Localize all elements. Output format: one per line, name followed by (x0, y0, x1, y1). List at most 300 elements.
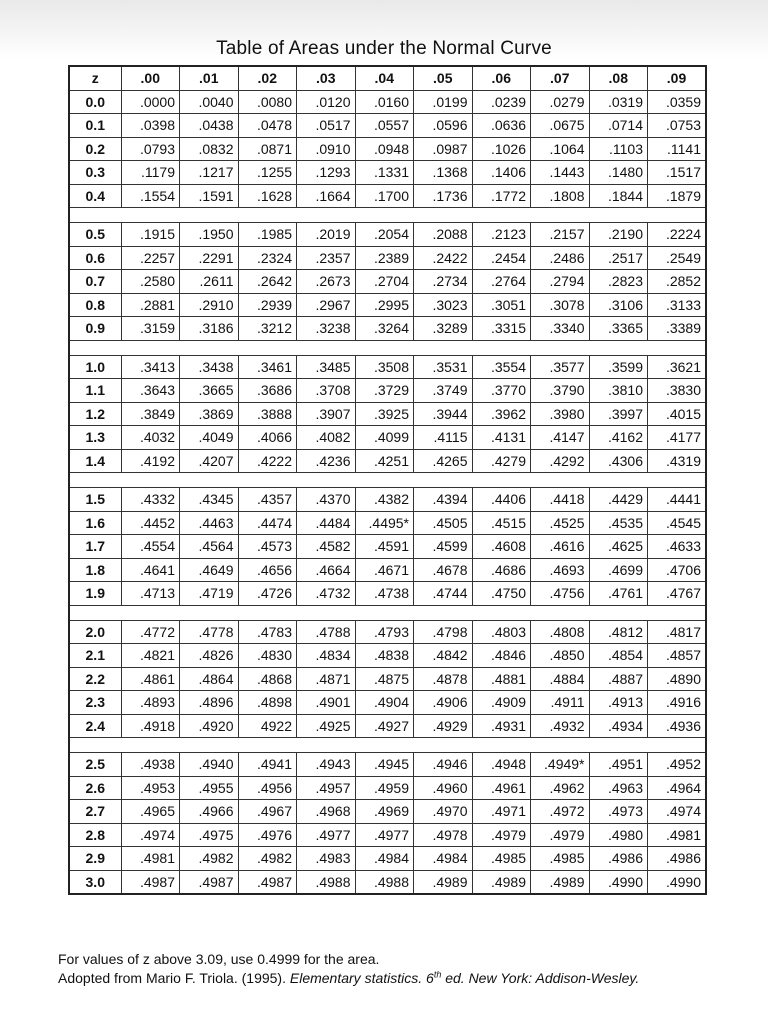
header-row (69, 66, 706, 90)
area-cell: .2123 (472, 223, 531, 247)
z-value-cell: 2.0 (69, 620, 121, 644)
area-cell: .4943 (297, 753, 356, 777)
area-cell: .4987 (180, 870, 239, 894)
table-row (69, 90, 706, 114)
area-cell: .3485 (297, 355, 356, 379)
area-cell: .2794 (531, 270, 590, 294)
area-cell: .4854 (589, 644, 648, 668)
area-cell: .2422 (414, 246, 473, 270)
header-col: .01 (180, 66, 239, 90)
area-cell: .4345 (180, 488, 239, 512)
area-cell: .4525 (531, 511, 590, 535)
header-z: z (69, 66, 121, 90)
area-cell: .1554 (121, 184, 180, 208)
area-cell: .4974 (121, 823, 180, 847)
area-cell: .2190 (589, 223, 648, 247)
header-col: .05 (414, 66, 473, 90)
area-cell: .4830 (238, 644, 297, 668)
z-value-cell: 2.4 (69, 714, 121, 738)
spacer-cell (69, 605, 706, 620)
table-row (69, 644, 706, 668)
z-value-cell: 0.7 (69, 270, 121, 294)
area-cell: .4292 (531, 449, 590, 473)
area-cell: .0040 (180, 90, 239, 114)
z-value-cell: 0.6 (69, 246, 121, 270)
area-cell: .4901 (297, 691, 356, 715)
area-cell: .1879 (648, 184, 707, 208)
area-cell: .4975 (180, 823, 239, 847)
area-cell: .4906 (414, 691, 473, 715)
area-cell: .3810 (589, 379, 648, 403)
page-title: Table of Areas under the Normal Curve (216, 38, 552, 59)
z-value-cell: 2.7 (69, 800, 121, 824)
area-cell: .4972 (531, 800, 590, 824)
area-cell: .4686 (472, 558, 531, 582)
area-cell: .3438 (180, 355, 239, 379)
area-cell: .3106 (589, 293, 648, 317)
citation-prefix: Adopted from Mario F. Triola. (1995). (58, 970, 290, 986)
z-value-cell: 0.3 (69, 161, 121, 185)
table-row (69, 317, 706, 341)
area-cell: .2881 (121, 293, 180, 317)
area-cell: .4265 (414, 449, 473, 473)
area-cell: .1664 (297, 184, 356, 208)
area-cell: .4812 (589, 620, 648, 644)
area-cell: .3315 (472, 317, 531, 341)
area-cell: .4982 (180, 847, 239, 871)
area-cell: .4969 (355, 800, 414, 824)
area-cell: .4913 (589, 691, 648, 715)
spacer-cell (69, 473, 706, 488)
z-value-cell: 2.8 (69, 823, 121, 847)
table-row (69, 776, 706, 800)
table-row (69, 620, 706, 644)
area-cell: .2852 (648, 270, 707, 294)
z-value-cell: 0.0 (69, 90, 121, 114)
area-cell: .4641 (121, 558, 180, 582)
area-cell: .2580 (121, 270, 180, 294)
area-cell: .4115 (414, 426, 473, 450)
area-cell: .4875 (355, 667, 414, 691)
table-row (69, 535, 706, 559)
area-cell: .4535 (589, 511, 648, 535)
citation-sup: th (433, 969, 442, 980)
area-cell: .4207 (180, 449, 239, 473)
area-cell: .3212 (238, 317, 297, 341)
z-value-cell: 1.7 (69, 535, 121, 559)
area-cell: .1915 (121, 223, 180, 247)
z-value-cell: 1.4 (69, 449, 121, 473)
area-cell: .4971 (472, 800, 531, 824)
area-cell: .3888 (238, 402, 297, 426)
area-cell: .2291 (180, 246, 239, 270)
area-cell: .4842 (414, 644, 473, 668)
area-cell: .3389 (648, 317, 707, 341)
area-cell: .0478 (238, 114, 297, 138)
area-cell: .1179 (121, 161, 180, 185)
area-cell: .4911 (531, 691, 590, 715)
area-cell: .1255 (238, 161, 297, 185)
z-value-cell: 2.1 (69, 644, 121, 668)
area-cell: .3078 (531, 293, 590, 317)
area-cell: .4162 (589, 426, 648, 450)
normal-table-container (68, 65, 707, 895)
area-cell: .2257 (121, 246, 180, 270)
area-cell: .1517 (648, 161, 707, 185)
table-row (69, 184, 706, 208)
area-cell: .4979 (472, 823, 531, 847)
area-cell: .2389 (355, 246, 414, 270)
area-cell: .0120 (297, 90, 356, 114)
area-cell: .3554 (472, 355, 531, 379)
area-cell: .3340 (531, 317, 590, 341)
z-value-cell: 0.8 (69, 293, 121, 317)
area-cell: .3577 (531, 355, 590, 379)
area-cell: .1026 (472, 137, 531, 161)
group-spacer (69, 473, 706, 488)
area-cell: .3186 (180, 317, 239, 341)
area-cell: .1480 (589, 161, 648, 185)
area-cell: .4925 (297, 714, 356, 738)
area-cell: .4418 (531, 488, 590, 512)
area-cell: .4778 (180, 620, 239, 644)
area-cell: .4976 (238, 823, 297, 847)
area-cell: .4970 (414, 800, 473, 824)
area-cell: .0793 (121, 137, 180, 161)
area-cell: .4370 (297, 488, 356, 512)
citation-title-text: Elementary statistics. 6 (289, 970, 434, 986)
area-cell: .4868 (238, 667, 297, 691)
area-cell: .4357 (238, 488, 297, 512)
area-cell: .4973 (589, 800, 648, 824)
area-cell: .4961 (472, 776, 531, 800)
area-cell: .4788 (297, 620, 356, 644)
area-cell: .2704 (355, 270, 414, 294)
area-cell: .2324 (238, 246, 297, 270)
area-cell: .4441 (648, 488, 707, 512)
area-cell: .4949* (531, 753, 590, 777)
area-cell: .4938 (121, 753, 180, 777)
area-cell: .4099 (355, 426, 414, 450)
area-cell: .4713 (121, 582, 180, 606)
area-cell: .4890 (648, 667, 707, 691)
footnote: For values of z above 3.09, use 0.4999 for the area. (58, 951, 380, 967)
area-cell: .4131 (472, 426, 531, 450)
area-cell: .0636 (472, 114, 531, 138)
header-col: .03 (297, 66, 356, 90)
area-cell: .4982 (238, 847, 297, 871)
area-cell: .4463 (180, 511, 239, 535)
header-col: .09 (648, 66, 707, 90)
area-cell: .4884 (531, 667, 590, 691)
area-cell: .4429 (589, 488, 648, 512)
area-cell: .4564 (180, 535, 239, 559)
area-cell: .4664 (297, 558, 356, 582)
area-cell: .4616 (531, 535, 590, 559)
area-cell: .1406 (472, 161, 531, 185)
area-cell: .3643 (121, 379, 180, 403)
area-cell: .4147 (531, 426, 590, 450)
area-cell: .4608 (472, 535, 531, 559)
area-cell: .0359 (648, 90, 707, 114)
area-cell: .4948 (472, 753, 531, 777)
header-col: .02 (238, 66, 297, 90)
area-cell: .1736 (414, 184, 473, 208)
table-row (69, 449, 706, 473)
z-value-cell: 1.5 (69, 488, 121, 512)
area-cell: .0871 (238, 137, 297, 161)
z-value-cell: 1.1 (69, 379, 121, 403)
area-cell: .4767 (648, 582, 707, 606)
area-cell: .4904 (355, 691, 414, 715)
area-cell: .3531 (414, 355, 473, 379)
z-value-cell: 0.9 (69, 317, 121, 341)
area-cell: .4964 (648, 776, 707, 800)
area-cell: .4783 (238, 620, 297, 644)
area-cell: .4838 (355, 644, 414, 668)
table-row (69, 847, 706, 871)
area-cell: .3770 (472, 379, 531, 403)
area-cell: .4015 (648, 402, 707, 426)
group-spacer (69, 605, 706, 620)
citation-edition: ed. New York: Addison-Wesley. (441, 970, 640, 986)
z-value-cell: 1.0 (69, 355, 121, 379)
area-cell: .1217 (180, 161, 239, 185)
area-cell: .3790 (531, 379, 590, 403)
area-cell: .4960 (414, 776, 473, 800)
header-col: .06 (472, 66, 531, 90)
z-value-cell: 0.2 (69, 137, 121, 161)
header-col: .07 (531, 66, 590, 90)
table-row (69, 355, 706, 379)
area-cell: .4484 (297, 511, 356, 535)
area-cell: .3925 (355, 402, 414, 426)
area-cell: .1772 (472, 184, 531, 208)
area-cell: .1293 (297, 161, 356, 185)
area-cell: .1700 (355, 184, 414, 208)
area-cell: .4306 (589, 449, 648, 473)
area-cell: .3365 (589, 317, 648, 341)
area-cell: .4406 (472, 488, 531, 512)
area-cell: .3830 (648, 379, 707, 403)
area-cell: .4495* (355, 511, 414, 535)
area-cell: .2054 (355, 223, 414, 247)
area-cell: .4929 (414, 714, 473, 738)
area-cell: .4981 (648, 823, 707, 847)
area-cell: .4989 (414, 870, 473, 894)
table-row (69, 114, 706, 138)
area-cell: .1808 (531, 184, 590, 208)
area-cell: .2088 (414, 223, 473, 247)
area-cell: .4959 (355, 776, 414, 800)
area-cell: .4222 (238, 449, 297, 473)
area-cell: .3749 (414, 379, 473, 403)
area-cell: .2764 (472, 270, 531, 294)
area-cell: .0596 (414, 114, 473, 138)
area-cell: .4864 (180, 667, 239, 691)
area-cell: .4932 (531, 714, 590, 738)
citation (58, 970, 639, 986)
area-cell: .4793 (355, 620, 414, 644)
area-cell: .3159 (121, 317, 180, 341)
area-cell: .4599 (414, 535, 473, 559)
table-body (69, 66, 706, 894)
table-row (69, 714, 706, 738)
area-cell: .2486 (531, 246, 590, 270)
header-col: .04 (355, 66, 414, 90)
z-value-cell: 2.6 (69, 776, 121, 800)
area-cell: .4887 (589, 667, 648, 691)
area-cell: .3051 (472, 293, 531, 317)
area-cell: .4826 (180, 644, 239, 668)
area-cell: .4988 (355, 870, 414, 894)
table-row (69, 379, 706, 403)
area-cell: .4979 (531, 823, 590, 847)
area-cell: .4989 (531, 870, 590, 894)
area-cell: .0987 (414, 137, 473, 161)
area-cell: .4951 (589, 753, 648, 777)
area-cell: .0557 (355, 114, 414, 138)
area-cell: .1064 (531, 137, 590, 161)
area-cell: .2224 (648, 223, 707, 247)
area-cell: .4699 (589, 558, 648, 582)
area-cell: .4032 (121, 426, 180, 450)
area-cell: .4988 (297, 870, 356, 894)
table-row (69, 270, 706, 294)
area-cell: .0398 (121, 114, 180, 138)
area-cell: .4582 (297, 535, 356, 559)
area-cell: .3849 (121, 402, 180, 426)
z-value-cell: 1.2 (69, 402, 121, 426)
area-cell: .4332 (121, 488, 180, 512)
area-cell: .4817 (648, 620, 707, 644)
area-cell: .4656 (238, 558, 297, 582)
area-cell: .4965 (121, 800, 180, 824)
area-cell: .1368 (414, 161, 473, 185)
area-cell: .4920 (180, 714, 239, 738)
area-cell: .4953 (121, 776, 180, 800)
area-cell: .0319 (589, 90, 648, 114)
area-cell: .4956 (238, 776, 297, 800)
area-cell: .3289 (414, 317, 473, 341)
table-row (69, 870, 706, 894)
z-value-cell: 3.0 (69, 870, 121, 894)
area-cell: .0948 (355, 137, 414, 161)
table-row (69, 691, 706, 715)
area-cell: .4394 (414, 488, 473, 512)
area-cell: .4955 (180, 776, 239, 800)
area-cell: .4962 (531, 776, 590, 800)
area-cell: .4772 (121, 620, 180, 644)
area-cell: .4984 (414, 847, 473, 871)
area-cell: .1443 (531, 161, 590, 185)
area-cell: .4719 (180, 582, 239, 606)
area-cell: .4732 (297, 582, 356, 606)
area-cell: .3869 (180, 402, 239, 426)
citation-title (290, 970, 639, 986)
area-cell: .4878 (414, 667, 473, 691)
area-cell: .4946 (414, 753, 473, 777)
area-cell: .4983 (297, 847, 356, 871)
area-cell: .0000 (121, 90, 180, 114)
area-cell: .4941 (238, 753, 297, 777)
table-row (69, 161, 706, 185)
area-cell: .4726 (238, 582, 297, 606)
area-cell: .4515 (472, 511, 531, 535)
area-cell: .4554 (121, 535, 180, 559)
area-cell: .1950 (180, 223, 239, 247)
area-cell: .4798 (414, 620, 473, 644)
area-cell: .0199 (414, 90, 473, 114)
z-value-cell: 2.2 (69, 667, 121, 691)
area-cell: .3980 (531, 402, 590, 426)
area-cell: .4978 (414, 823, 473, 847)
area-cell: .3599 (589, 355, 648, 379)
area-cell: .1141 (648, 137, 707, 161)
area-cell: .2967 (297, 293, 356, 317)
area-cell: .4986 (589, 847, 648, 871)
area-cell: .3686 (238, 379, 297, 403)
area-cell: .4967 (238, 800, 297, 824)
area-cell: .4985 (531, 847, 590, 871)
area-cell: .4896 (180, 691, 239, 715)
table-row (69, 293, 706, 317)
area-cell: .1844 (589, 184, 648, 208)
area-cell: .4881 (472, 667, 531, 691)
area-cell: .4750 (472, 582, 531, 606)
z-value-cell: 2.9 (69, 847, 121, 871)
area-cell: .4963 (589, 776, 648, 800)
area-cell: .4931 (472, 714, 531, 738)
area-cell: .4966 (180, 800, 239, 824)
area-cell: .4474 (238, 511, 297, 535)
area-cell: .4940 (180, 753, 239, 777)
table-row (69, 511, 706, 535)
z-value-cell: 0.1 (69, 114, 121, 138)
area-cell: .2823 (589, 270, 648, 294)
area-cell: .4974 (648, 800, 707, 824)
area-cell: .0675 (531, 114, 590, 138)
z-value-cell: 0.4 (69, 184, 121, 208)
area-cell: .4987 (121, 870, 180, 894)
area-cell: .4985 (472, 847, 531, 871)
area-cell: .3461 (238, 355, 297, 379)
area-cell: .3729 (355, 379, 414, 403)
area-cell: .4693 (531, 558, 590, 582)
area-cell: .4452 (121, 511, 180, 535)
z-value-cell: 0.5 (69, 223, 121, 247)
area-cell: .4989 (472, 870, 531, 894)
area-cell: .4803 (472, 620, 531, 644)
area-cell: .2673 (297, 270, 356, 294)
table-row (69, 800, 706, 824)
table-row (69, 753, 706, 777)
area-cell: .3907 (297, 402, 356, 426)
area-cell: .0279 (531, 90, 590, 114)
area-cell: .2157 (531, 223, 590, 247)
area-cell: .4633 (648, 535, 707, 559)
area-cell: .3962 (472, 402, 531, 426)
area-cell: .4279 (472, 449, 531, 473)
spacer-cell (69, 340, 706, 355)
area-cell: .4984 (355, 847, 414, 871)
area-cell: .0753 (648, 114, 707, 138)
area-cell: .4981 (121, 847, 180, 871)
area-cell: .4909 (472, 691, 531, 715)
area-cell: .1985 (238, 223, 297, 247)
area-cell: .0438 (180, 114, 239, 138)
area-cell: .2995 (355, 293, 414, 317)
